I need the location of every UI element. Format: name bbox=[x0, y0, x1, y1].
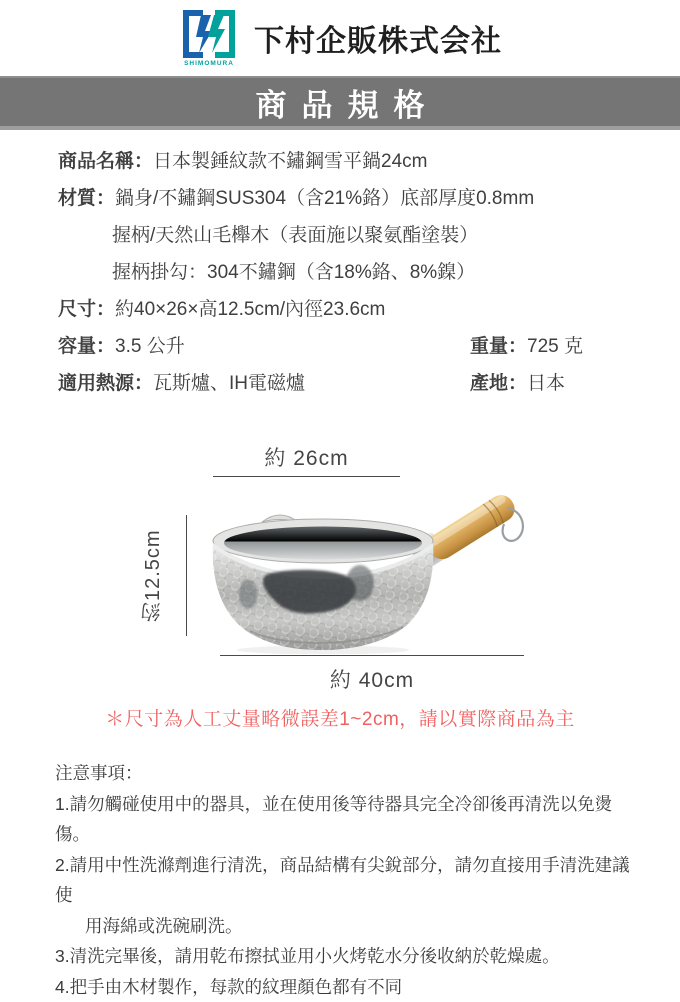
spec-cell-origin bbox=[470, 365, 565, 402]
spec-row-material-handle bbox=[58, 217, 680, 254]
dimension-height-line bbox=[186, 515, 187, 636]
spec-cell-weight bbox=[470, 328, 583, 365]
spec-value: 約40×26×高12.5cm/內徑23.6cm bbox=[115, 299, 385, 320]
spec-row-heat-origin bbox=[58, 365, 680, 402]
note-item: 2.請用中性洗滌劑進行清洗，商品結構有尖銳部分，請勿直接用手清洗建議使 bbox=[55, 850, 644, 911]
spec-label: 產地： bbox=[470, 373, 527, 394]
spec-value: 握柄/天然山毛櫸木（表面施以聚氨酯塗裝） bbox=[112, 225, 478, 246]
spec-row-product-name bbox=[58, 143, 680, 180]
spec-row-capacity-weight bbox=[58, 328, 680, 365]
spec-value: 日本 bbox=[527, 373, 565, 394]
spec-cell-heat-source bbox=[58, 365, 470, 402]
dimension-width-bottom-label: 約 40cm bbox=[220, 664, 524, 694]
spec-label: 適用熱源： bbox=[58, 373, 153, 394]
spec-value: 日本製錘紋款不鏽鋼雪平鍋24cm bbox=[153, 151, 427, 172]
spec-label: 商品名稱： bbox=[58, 151, 153, 172]
spec-value: 握柄掛勾：304不鏽鋼（含18%鉻、8%鎳） bbox=[112, 262, 475, 283]
note-item: 3.清洗完畢後，請用乾布擦拭並用小火烤乾水分後收納於乾燥處。 bbox=[55, 941, 644, 972]
note-item: 4.把手由木材製作，每款的紋理顏色都有不同 bbox=[55, 972, 644, 1002]
banner-title: 商品規格 bbox=[241, 80, 440, 125]
header bbox=[0, 0, 680, 76]
spec-label: 尺寸： bbox=[58, 299, 115, 320]
spec-value: 725 克 bbox=[527, 336, 583, 357]
spec-cell-capacity bbox=[58, 328, 470, 365]
spec-value: 鍋身/不鏽鋼SUS304（含21%鉻）底部厚度0.8mm bbox=[115, 188, 534, 209]
company-name: 下村企販株式会社 bbox=[254, 16, 502, 60]
spec-label: 材質： bbox=[58, 188, 115, 209]
note-item: 1.請勿觸碰使用中的器具，並在使用後等待器具完全冷卻後再清洗以免燙傷。 bbox=[55, 789, 644, 850]
dimension-height-label: 約12.5cm bbox=[138, 515, 164, 636]
spec-label: 重量： bbox=[470, 336, 527, 357]
spec-value: 3.5 公升 bbox=[115, 336, 185, 357]
dimension-width-bottom-line bbox=[220, 655, 524, 656]
section-banner bbox=[0, 76, 680, 130]
shimomura-logo-icon bbox=[178, 9, 240, 67]
product-photo-pot bbox=[190, 478, 546, 654]
spec-row-material bbox=[58, 180, 680, 217]
note-item-continuation: 用海綿或洗碗刷洗。 bbox=[55, 911, 644, 942]
spec-list bbox=[0, 130, 680, 402]
notes-section bbox=[0, 731, 680, 1002]
spec-label: 容量： bbox=[58, 336, 115, 357]
spec-value: 瓦斯爐、IH電磁爐 bbox=[153, 373, 305, 394]
spec-row-material-hook bbox=[58, 254, 680, 291]
dimension-width-top-label: 約 26cm bbox=[213, 442, 400, 472]
logo-mark-icon bbox=[181, 9, 237, 59]
logo-wordmark: SHIMOMURA bbox=[184, 60, 234, 67]
measurement-disclaimer: ＊尺寸為人工丈量略微誤差1~2cm，請以實際商品為主 bbox=[0, 704, 680, 731]
product-figure bbox=[0, 438, 680, 696]
spec-row-size bbox=[58, 291, 680, 328]
notes-title: 注意事項： bbox=[55, 758, 644, 789]
dimension-width-top-line bbox=[213, 476, 400, 477]
